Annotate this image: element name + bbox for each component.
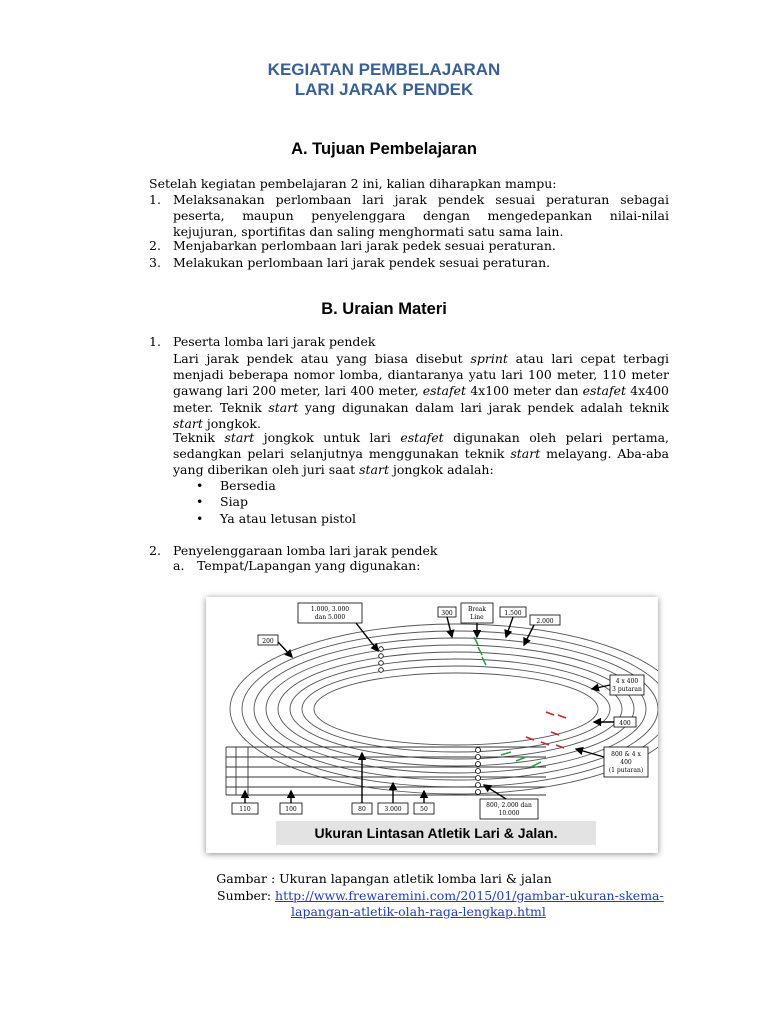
source-label: Sumber: xyxy=(217,888,276,903)
label-3000: 3.000 xyxy=(384,806,402,813)
section-b-heading: B. Uraian Materi xyxy=(321,300,447,318)
label-800-2000-line1: 800, 2.000 dan xyxy=(486,802,532,809)
document-page: KEGIATAN PEMBELAJARAN LARI JARAK PENDEK A. Tujuan Pembelajaran Setelah kegiatan pembelajaran 2 ini, kalian diharapkan mampu: 1. Melaksanakan perlombaan lari jarak pendek sesuai peraturan sebagai peserta, maupun penyelenggara dengan mengedepankan nilai-nilai kejujuran, sportifitas dan saling menghormati satu sama lain. 2. Menjabarkan perlombaan lari jarak pedek sesuai peraturan. 3. Melakukan perlombaan lari jarak pendek sesuai peraturan. B. Uraian Materi 1. Peserta lomba lari jarak pendek Lari jarak pendek atau yang biasa disebut sprint atau lari cepat terbagi menjadi beberapa nomor lomba, diantaranya yatu lari 100 meter, 110 meter gawang lari 200 meter, lari 400 meter, estafet 4x100 meter dan estafet 4x400 meter. Teknik start yang digunakan dalam lari jarak pendek adalah teknik start jongkok. Teknik start jongkok untuk lari estafet digunakan oleh pelari pertama, sedangkan pelari selanjutnya menggunakan teknik start melayang. Aba-aba yang diberikan oleh juri saat start jongkok adalah: • Bersedia • Siap • Ya atau letusan pistol 2. Penyelenggaraan lomba lari jarak pendek a. Tempat/Lapangan yang digunakan: 1.000, 3.000 dan 5.000 200 300 Break Line 1.500 2.000 4 x 400 3 putaran 400 800 & 4 x 400 (1 putaran) 110 100 80 3.000 50 800, 2.000 dan 10.000 Ukuran Lintasan Atletik Lari & Jalan. Gambar : Ukuran lapangan atletik lomba lari & jalan Sumber: http://www.frewaremini.com/2015/01/gambar-ukuran-skema- lapangan-atletik-olah-raga-lengkap.html xyxy=(0,0,768,1024)
label-arrows xyxy=(245,617,614,803)
objective-item-3 xyxy=(149,255,669,272)
material-paragraph-1: Lari jarak pendek atau yang biasa disebut sprint atau lari cepat terbagi menjadi beberapa nomor lomba, diantaranya yatu lari 100 meter, 110 meter gawang lari 200 meter, lari 400 meter, estafet 4x100 meter dan estafet 4x400 meter. Teknik start yang digunakan dalam lari jarak pendek adalah teknik start jongkok. xyxy=(173,351,670,431)
material-item-1-title xyxy=(149,334,669,351)
label-110: 110 xyxy=(239,806,251,813)
green-stagger-marks xyxy=(474,637,541,767)
label-300: 300 xyxy=(441,610,453,617)
label-2000: 2.000 xyxy=(536,618,554,625)
document-title-line2: LARI JARAK PENDEK xyxy=(294,80,474,99)
objective-text: Melaksanakan perlombaan lari jarak pendek sesuai peraturan sebagai peserta, maupun penyelenggara dengan mengedepankan nilai-nilai kejujuran, sportifitas dan saling menghormati satu sama lain. xyxy=(173,192,669,240)
label-800-line3: (1 putaran) xyxy=(608,767,644,774)
label-4x400-line2: 3 putaran xyxy=(612,686,642,693)
material-number: 1. xyxy=(149,334,161,349)
material-title: Penyelenggaraan lomba lari jarak pendek xyxy=(173,543,438,558)
label-800-2000-line2: 10.000 xyxy=(498,810,520,817)
label-1500: 1.500 xyxy=(504,610,522,617)
label-400: 400 xyxy=(619,720,631,727)
material-paragraph-2: Teknik start jongkok untuk lari estafet digunakan oleh pelari pertama, sedangkan pelari selanjutnya menggunakan teknik start melayang. Aba-aba yang diberikan oleh juri saat start jongkok adalah: xyxy=(173,430,670,478)
document-title-line1: KEGIATAN PEMBELAJARAN xyxy=(267,60,501,79)
label-800-line1: 800 & 4 x xyxy=(611,751,641,758)
figure-caption: Gambar : Ukuran lapangan atletik lomba lari & jalan xyxy=(216,871,552,886)
material-number: 2. xyxy=(149,543,161,558)
diagram-banner-title: Ukuran Lintasan Atletik Lari & Jalan. xyxy=(314,825,558,841)
objective-text: Melakukan perlombaan lari jarak pendek sesuai peraturan. xyxy=(173,255,551,270)
subitem-text: Tempat/Lapangan yang digunakan: xyxy=(197,558,421,573)
material-subitem-a xyxy=(173,558,669,575)
label-1000-3000-line1: 1.000, 3.000 xyxy=(310,606,350,613)
objective-item-1 xyxy=(149,192,669,241)
label-800-line2: 400 xyxy=(620,759,632,766)
track-diagram-figure xyxy=(206,597,658,853)
label-1000-3000-line2: dan 5.000 xyxy=(314,614,346,621)
section-a-heading: A. Tujuan Pembelajaran xyxy=(291,140,477,158)
track-lanes xyxy=(230,624,658,794)
objective-number: 1. xyxy=(149,192,161,207)
figure-source-continued xyxy=(291,904,546,920)
objective-item-2 xyxy=(149,238,669,255)
label-50: 50 xyxy=(420,806,428,813)
label-200: 200 xyxy=(262,638,274,645)
track-diagram xyxy=(206,597,658,853)
objective-number: 3. xyxy=(149,255,161,270)
bullet-dot: • xyxy=(196,511,204,526)
red-stagger-marks xyxy=(526,712,566,748)
objective-text: Menjabarkan perlombaan lari jarak pedek sesuai peraturan. xyxy=(173,238,556,253)
figure-source xyxy=(217,888,664,904)
bullet-dot: • xyxy=(196,494,204,509)
bullet-dot: • xyxy=(196,478,204,493)
section-a-intro: Setelah kegiatan pembelajaran 2 ini, kalian diharapkan mampu: xyxy=(149,176,557,191)
source-link-part1[interactable]: http://www.frewaremini.com/2015/01/gambar-ukuran-skema- xyxy=(275,888,664,903)
label-break-line2: Line xyxy=(470,614,484,621)
label-4x400-line1: 4 x 400 xyxy=(615,678,639,685)
label-100: 100 xyxy=(285,806,297,813)
label-break-line1: Break xyxy=(467,606,487,613)
material-title: Peserta lomba lari jarak pendek xyxy=(173,334,376,349)
source-link-part2[interactable]: lapangan-atletik-olah-raga-lengkap.html xyxy=(291,904,546,919)
objective-number: 2. xyxy=(149,238,161,253)
label-80: 80 xyxy=(358,806,366,813)
subitem-letter: a. xyxy=(173,558,185,573)
